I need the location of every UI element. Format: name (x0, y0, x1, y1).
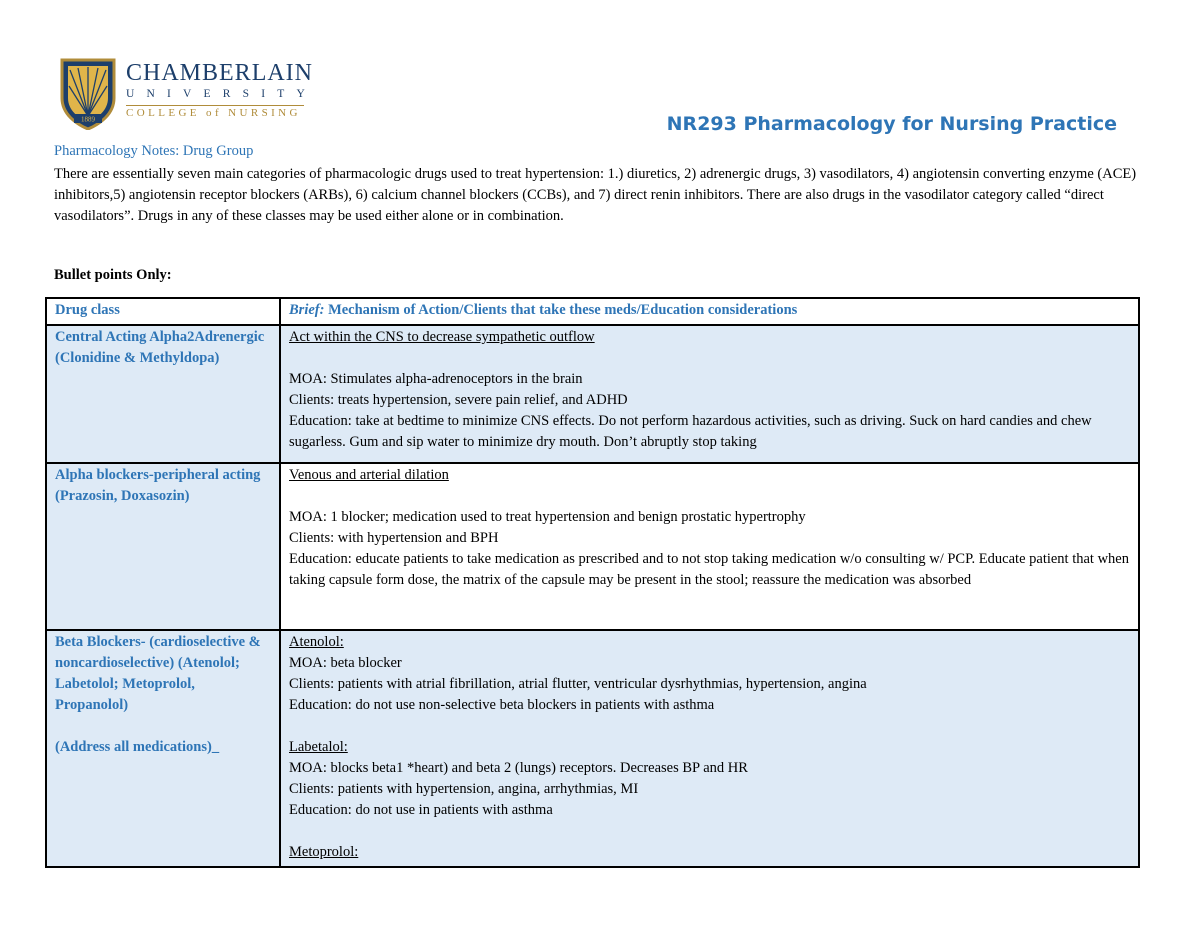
row-clients: Clients: treats hypertension, severe pain relief, and ADHD (289, 392, 628, 408)
drug-table (45, 297, 1140, 868)
drug-class-note: (Address all medications)_ (55, 739, 220, 755)
logo-name: CHAMBERLAIN (126, 60, 314, 86)
labetalol-moa: MOA: blocks beta1 *heart) and beta 2 (lungs) receptors. Decreases BP and HR (289, 760, 748, 776)
labetalol-clients: Clients: patients with hypertension, angina, arrhythmias, MI (289, 781, 639, 797)
row-education: Education: educate patients to take medication as prescribed and to not stop taking medication w/o consulting w/ PCP. Educate patient that when taking capsule form dose, the matrix of the capsule may be present in the stool; reassure the medication was absorbed (289, 551, 1129, 588)
header-mechanism (280, 298, 1139, 325)
header-drug-class: Drug class (46, 298, 280, 325)
intro-paragraph: There are essentially seven main categories of pharmacologic drugs used to treat hypertension: 1.) diuretics, 2) adrenergic drugs, 3) vasodilators, 4) angiotensin converting enzyme (ACE) inhibitors,5) angiotensin receptor blockers (ARBs), 6) calcium channel blockers (CCBs), and 7) direct renin inhibitors. There are also drugs in the vasodilator category called “direct vasodilators”. Drugs in any of these classes may be used either alone or in combination. (54, 166, 1137, 224)
row-moa: MOA: 1 blocker; medication used to treat hypertension and benign prostatic hypertrophy (289, 509, 806, 525)
header-mechanism-text: Mechanism of Action/Clients that take these meds/Education considerations (324, 302, 798, 318)
description-cell (280, 325, 1139, 463)
atenolol-title: Atenolol: (289, 634, 344, 650)
table-row (46, 630, 1139, 867)
bullet-points-label: Bullet points Only: (54, 267, 172, 283)
drug-class-cell: Alpha blockers-peripheral acting (Prazosin, Doxasozin) (46, 463, 280, 630)
course-title: NR293 Pharmacology for Nursing Practice (666, 113, 1117, 135)
description-cell (280, 630, 1139, 867)
labetalol-education: Education: do not use in patients with asthma (289, 802, 553, 818)
row-education: Education: take at bedtime to minimize CNS effects. Do not perform hazardous activities, such as driving. Suck on hard candies and chew sugarless. Gum and sip water to minimize dry mouth. Don’t abruptly stop taking (289, 413, 1092, 450)
logo-divider (126, 105, 304, 106)
row-moa: MOA: Stimulates alpha-adrenoceptors in the brain (289, 371, 583, 387)
header-brief: Brief: (289, 302, 325, 318)
chamberlain-logo (60, 58, 317, 133)
row-title: Act within the CNS to decrease sympathetic outflow (289, 329, 595, 345)
row-title: Venous and arterial dilation (289, 467, 449, 483)
table-header-row (46, 298, 1139, 325)
logo-university: UNIVERSITY (126, 88, 317, 100)
atenolol-clients: Clients: patients with atrial fibrillation, atrial flutter, ventricular dysrhythmias, hypertension, angina (289, 676, 867, 692)
description-cell (280, 463, 1139, 630)
logo-college: COLLEGE of NURSING (126, 107, 301, 119)
table-row (46, 463, 1139, 630)
atenolol-moa: MOA: beta blocker (289, 655, 402, 671)
metoprolol-title: Metoprolol: (289, 844, 359, 860)
logo-year: 1889 (81, 115, 95, 124)
row-clients: Clients: with hypertension and BPH (289, 530, 499, 546)
atenolol-education: Education: do not use non-selective beta blockers in patients with asthma (289, 697, 715, 713)
table-row (46, 325, 1139, 463)
drug-class-cell (46, 630, 280, 867)
drug-class-text: Beta Blockers- (cardioselective & noncardioselective) (Atenolol; Labetolol; Metoprolol, Propanolol) (55, 634, 261, 713)
labetalol-title: Labetalol: (289, 739, 348, 755)
section-heading: Pharmacology Notes: Drug Group (54, 143, 254, 159)
shield-emblem-icon (60, 58, 116, 130)
drug-class-cell: Central Acting Alpha2Adrenergic (Clonidine & Methyldopa) (46, 325, 280, 463)
